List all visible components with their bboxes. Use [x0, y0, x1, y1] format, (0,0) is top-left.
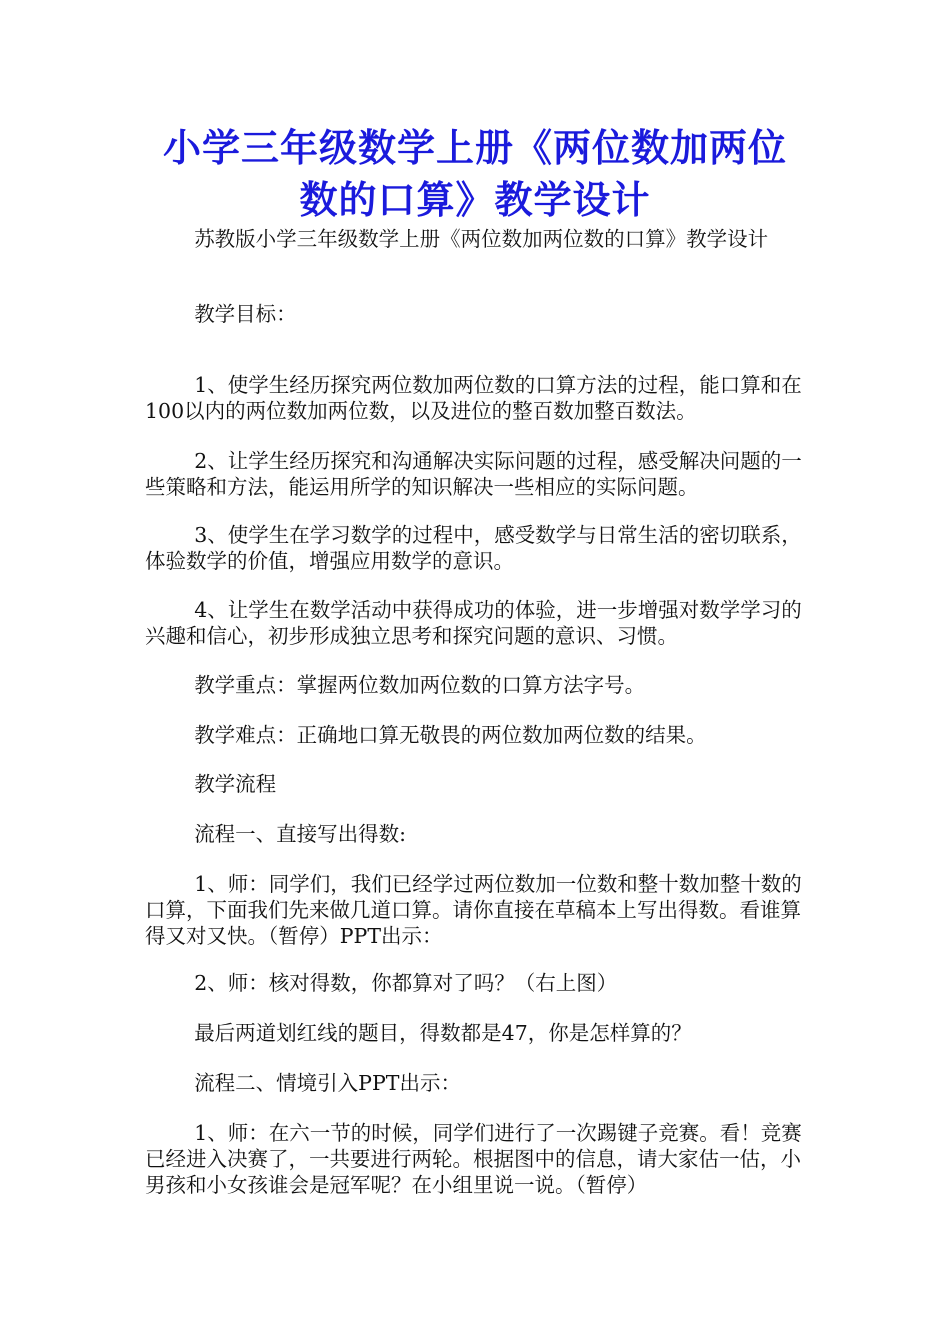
process-heading: 教学流程: [194, 772, 277, 796]
process-one-heading: 流程一、直接写出得数:: [194, 822, 407, 846]
process-two-heading: 流程二、情境引入PPT出示：: [194, 1071, 461, 1095]
difficulty-point: 教学难点：正确地口算无敬畏的两位数加两位数的结果。: [194, 723, 707, 747]
key-point: 教学重点：掌握两位数加两位数的口算方法字号。: [194, 673, 646, 697]
objective-1: 1、使学生经历探究两位数加两位数的口算方法的过程，能口算和在100以内的两位数加两位数，以及进位的整百数加整百数法。: [145, 373, 802, 423]
document-title: 小学三年级数学上册《两位数加两位数的口算》教学设计: [162, 125, 787, 222]
objectives-heading: 教学目标：: [194, 302, 297, 326]
process-one-question: 最后两道划红线的题目，得数都是47，你是怎样算的？: [194, 1021, 692, 1045]
process-one-step-1: 1、师：同学们，我们已经学过两位数加一位数和整十数加整十数的口算，下面我们先来做几道口算。请你直接在草稿本上写出得数。看谁算得又对又快。（暂停）PPT出示：: [145, 872, 802, 948]
objective-3: 3、使学生在学习数学的过程中，感受数学与日常生活的密切联系，体验数学的价值，增强应用数学的意识。: [145, 523, 802, 573]
subtitle-paragraph: 苏教版小学三年级数学上册《两位数加两位数的口算》教学设计: [194, 227, 769, 251]
objective-4: 4、让学生在数学活动中获得成功的体验，进一步增强对数学学习的兴趣和信心，初步形成独立思考和探究问题的意识、习惯。: [145, 598, 802, 648]
objective-2: 2、让学生经历探究和沟通解决实际问题的过程，感受解决问题的一些策略和方法，能运用所学的知识解决一些相应的实际问题。: [145, 449, 802, 499]
process-one-step-2: 2、师：核对得数，你都算对了吗？（右上图）: [194, 971, 618, 995]
process-two-step-1: 1、师：在六一节的时候，同学们进行了一次踢键子竞赛。看！竞赛已经进入决赛了，一共要进行两轮。根据图中的信息，请大家估一估，小男孩和小女孩谁会是冠军呢？在小组里说一说。（暂停）: [145, 1121, 802, 1197]
